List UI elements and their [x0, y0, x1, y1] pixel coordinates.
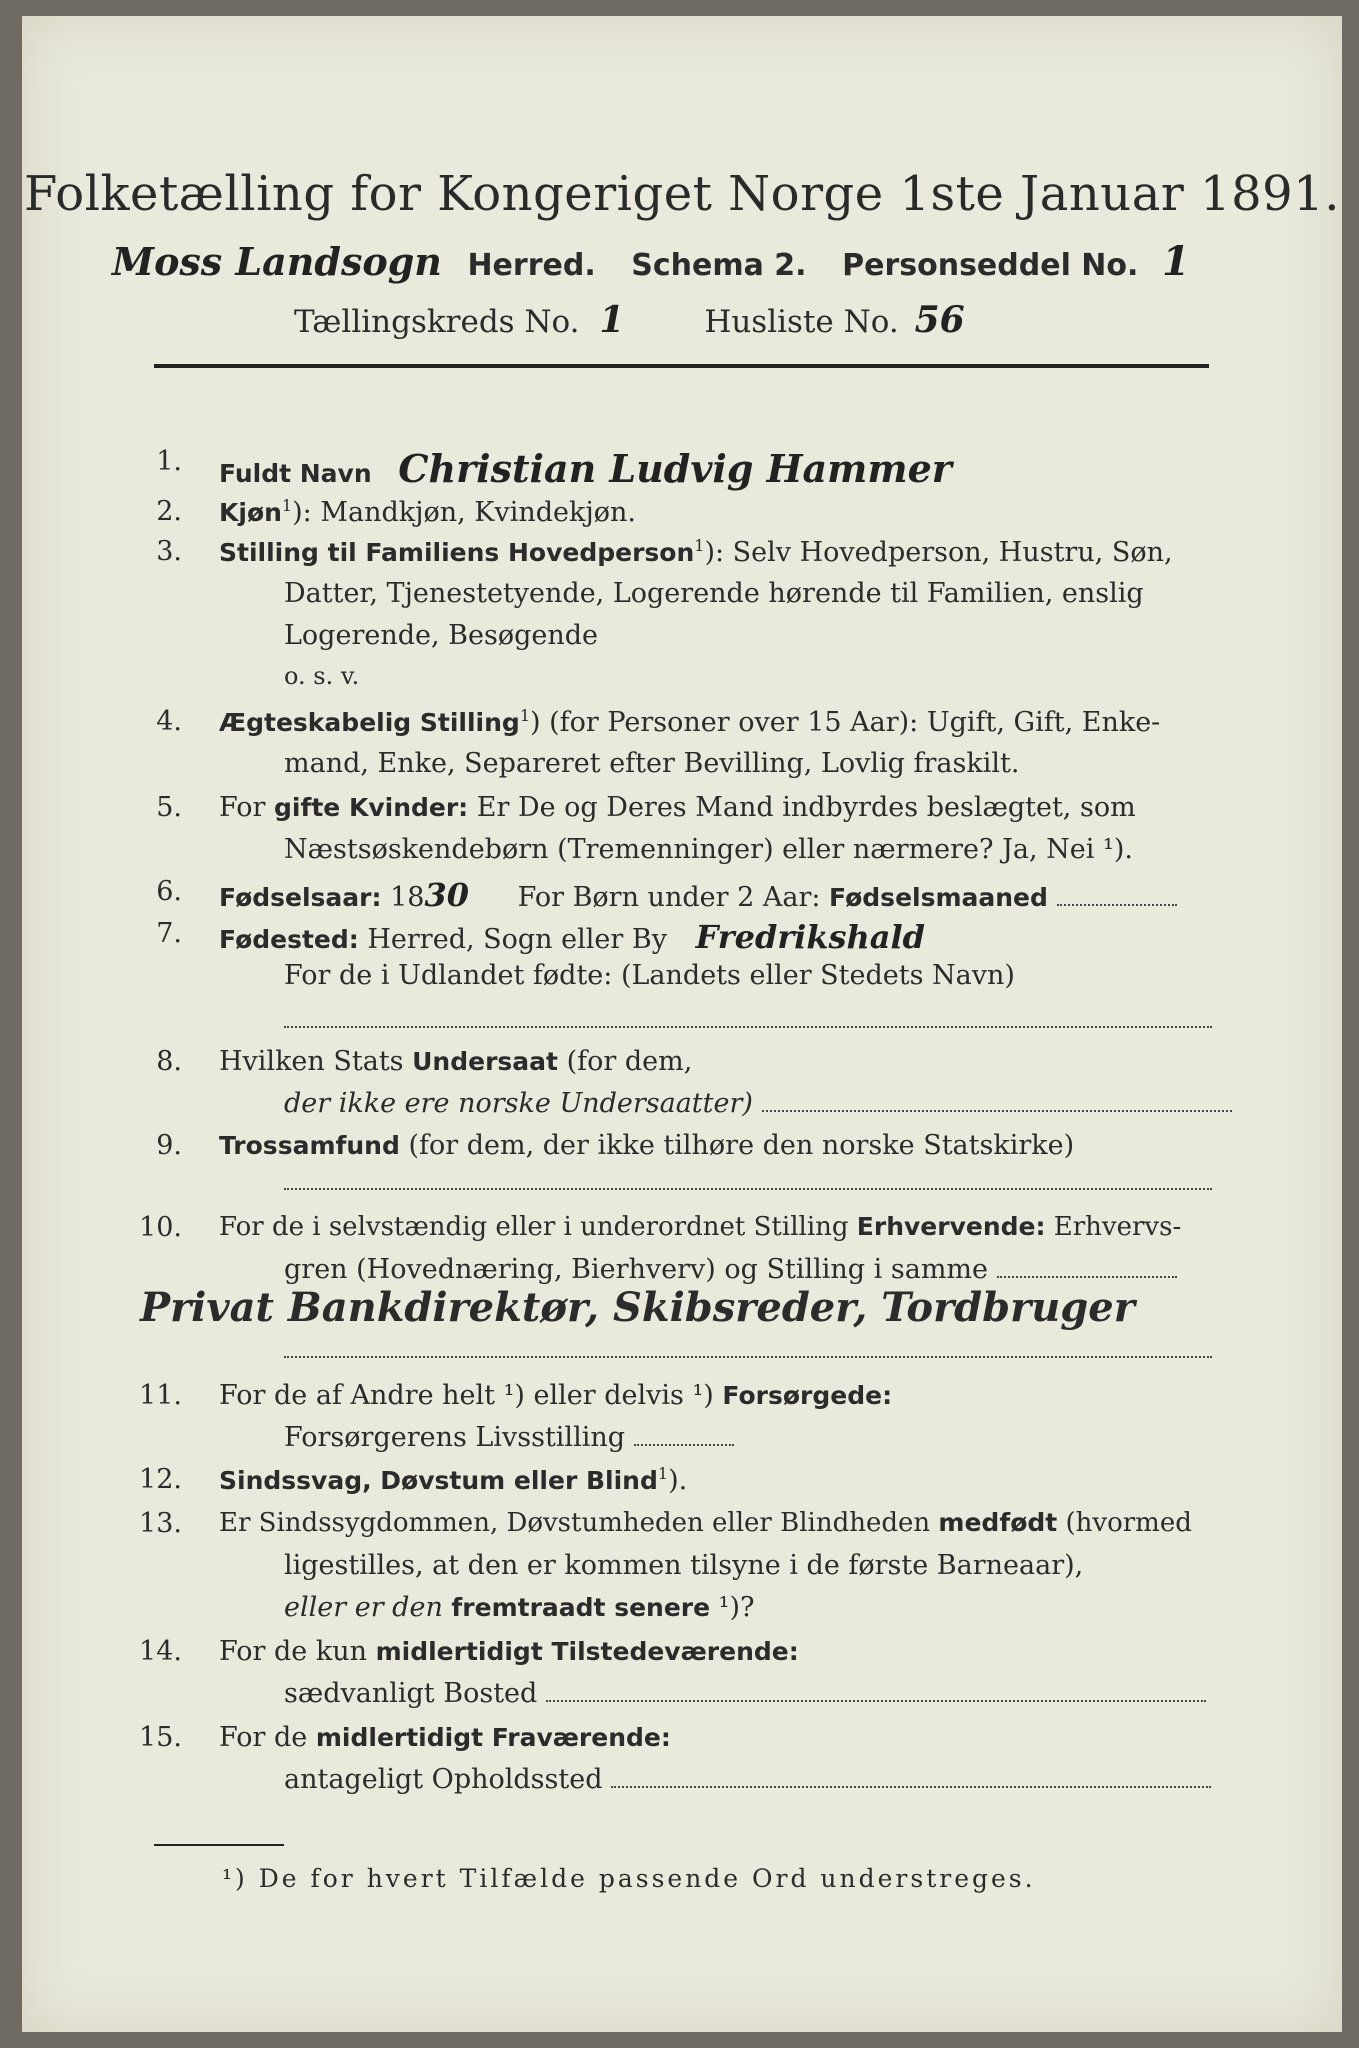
q8-blank	[762, 1110, 1232, 1112]
q2-number: 2.	[156, 496, 182, 527]
q11-text-a: For de af Andre helt ¹) eller delvis ¹)	[219, 1380, 723, 1411]
q1-answer-handwritten: Christian Ludvig Hammer	[398, 446, 952, 491]
q1-row	[219, 446, 952, 491]
q6-year-handwritten: 30	[424, 876, 469, 914]
q3-options-c: Logerende, Besøgende	[284, 620, 598, 651]
q10-text-a: For de i selvstændig eller i underordnet Stilling	[219, 1212, 857, 1242]
q6-year-prefix: 18	[390, 882, 425, 913]
q14-text-a: For de kun	[219, 1636, 376, 1667]
q7-row	[219, 918, 925, 956]
q11-row-2	[284, 1422, 734, 1453]
q8-text-c: der ikke ere norske Undersaatter)	[284, 1088, 753, 1119]
q8-row	[219, 1046, 692, 1077]
q4-row: Ægteskabelig Stilling$^1$) (for Personer over 15 Aar): Ugift, Gift, Enke-	[219, 706, 1161, 738]
q6-label: Fødselsaar:	[219, 883, 382, 912]
q5-text-c: Næstsøskendebørn (Tremenninger) eller nærmere? Ja, Nei ¹).	[284, 834, 1133, 865]
q10-row-2	[284, 1254, 1177, 1285]
personseddel-handwritten: 1	[1161, 238, 1190, 285]
herred-handwritten: Moss Landsogn	[112, 239, 442, 284]
q6-blank	[1057, 904, 1177, 906]
q8-text-b: (for dem,	[557, 1046, 693, 1077]
q9-blank	[284, 1188, 1212, 1190]
q6-number: 6.	[156, 876, 182, 907]
q4-label: Ægteskabelig Stilling	[219, 708, 520, 737]
q9-label: Trossamfund	[219, 1131, 400, 1160]
q1-number: 1.	[156, 446, 182, 477]
header-rule	[154, 364, 1209, 368]
q11-row	[219, 1380, 892, 1411]
q6-label-b: Fødselsmaaned	[829, 883, 1048, 912]
q15-number: 15.	[139, 1722, 182, 1753]
q14-label: midlertidigt Tilstedeværende:	[375, 1637, 799, 1666]
q10-label: Erhvervende:	[856, 1212, 1046, 1241]
q8-row-2	[284, 1088, 1232, 1119]
census-form	[22, 16, 1342, 2032]
q4-number: 4.	[156, 706, 182, 737]
personseddel-label: Personseddel No.	[842, 248, 1139, 283]
q7-label: Fødested:	[219, 925, 359, 954]
q12-number: 12.	[139, 1464, 182, 1495]
q14-row-2	[284, 1678, 1206, 1709]
q15-text-b: antageligt Opholdssted	[284, 1764, 603, 1795]
q11-label: Forsørgede:	[722, 1381, 893, 1410]
q14-blank	[546, 1700, 1206, 1702]
q7-number: 7.	[156, 918, 182, 949]
q8-text-a: Hvilken Stats	[219, 1046, 413, 1077]
q14-row	[219, 1636, 799, 1667]
q10-blank-2	[284, 1356, 1212, 1358]
q3-options-a: ): Selv Hovedperson, Hustru, Søn,	[704, 537, 1173, 568]
q4-options-a: ) (for Personer over 15 Aar): Ugift, Gift, Enke-	[530, 707, 1161, 738]
q13-text-e: ¹)?	[710, 1592, 755, 1623]
q15-row	[219, 1722, 671, 1753]
taellingskreds-line	[294, 299, 965, 341]
footnote: ¹) De for hvert Tilfælde passende Ord understreges.	[222, 1864, 1036, 1893]
q2-footnote-mark: 1	[281, 496, 293, 515]
q1-label: Fuldt Navn	[219, 459, 372, 488]
q13-text-c: ligestilles, at den er kommen tilsyne i de første Barneaar),	[284, 1550, 1084, 1581]
q12-row: Sindssvag, Døvstum eller Blind$^1$).	[219, 1464, 688, 1496]
q15-row-2	[284, 1764, 1211, 1795]
husliste-label: Husliste No.	[704, 304, 899, 340]
schema-label: Schema 2.	[631, 248, 807, 283]
q7-text-b: For de i Udlandet fødte: (Landets eller Stedets Navn)	[284, 960, 1015, 991]
q15-label: midlertidigt Fraværende:	[315, 1723, 671, 1752]
q15-blank	[611, 1786, 1211, 1788]
q3-row: Stilling til Familiens Hovedperson$^1$): Selv Hovedperson, Hustru, Søn,	[219, 536, 1173, 568]
q13-text-d: eller er den	[284, 1592, 452, 1623]
q10-answer-handwritten: Privat Bankdirektør, Skibsreder, Tordbruger	[140, 1284, 1135, 1331]
q3-number: 3.	[156, 536, 182, 567]
q7-blank	[284, 1026, 1212, 1028]
q3-options-d: o. s. v.	[284, 662, 360, 690]
q10-text-c: gren (Hovednæring, Bierhverv) og Stilling i samme	[284, 1254, 989, 1285]
herred-label: Herred.	[467, 248, 596, 283]
q13-text-a: Er Sindssygdommen, Døvstumheden eller Blindheden	[219, 1508, 939, 1538]
q2-options: ): Mandkjøn, Kvindekjøn.	[292, 497, 636, 528]
taellingskreds-label: Tællingskreds No.	[294, 304, 580, 340]
q5-text-a: For	[219, 792, 275, 823]
q10-row	[219, 1212, 1181, 1242]
q8-label: Undersaat	[412, 1047, 558, 1076]
q5-label: gifte Kvinder:	[274, 793, 469, 822]
husliste-handwritten: 56	[914, 299, 965, 341]
q11-blank	[634, 1444, 734, 1446]
q10-blank	[997, 1276, 1177, 1278]
q11-number: 11.	[139, 1380, 182, 1411]
q2-row	[219, 496, 636, 528]
q5-row	[219, 792, 1136, 823]
q9-text-a: (for dem, der ikke tilhøre den norske Statskirke)	[399, 1130, 1075, 1161]
q13-number: 13.	[139, 1508, 182, 1539]
q9-number: 9.	[156, 1130, 182, 1161]
q15-text-a: For de	[219, 1722, 316, 1753]
q10-text-b: Erhvervs-	[1045, 1212, 1182, 1242]
q10-number: 10.	[139, 1212, 182, 1243]
q5-number: 5.	[156, 792, 182, 823]
q13-row-3	[284, 1592, 755, 1623]
footnote-rule	[154, 1844, 284, 1846]
q5-text-b: Er De og Deres Mand indbyrdes beslægtet, som	[468, 792, 1136, 823]
q3-label: Stilling til Familiens Hovedperson	[219, 538, 695, 567]
q12-label: Sindssvag, Døvstum eller Blind	[219, 1466, 658, 1495]
q9-row	[219, 1130, 1074, 1161]
q13-text-b: (hvormed	[1057, 1508, 1192, 1538]
q13-label-b: fremtraadt senere	[451, 1593, 711, 1622]
taellingskreds-handwritten: 1	[599, 299, 625, 341]
q2-label: Kjøn	[219, 498, 282, 527]
q4-options-b: mand, Enke, Separeret efter Bevilling, Lovlig fraskilt.	[284, 748, 1020, 779]
q7-answer-handwritten: Fredrikshald	[695, 918, 926, 956]
q12-text-a: ).	[668, 1465, 688, 1496]
q13-label: medfødt	[938, 1508, 1058, 1537]
q3-options-b: Datter, Tjenestetyende, Logerende hørende til Familien, enslig	[284, 578, 1144, 609]
q6-row	[219, 876, 1177, 914]
q8-number: 8.	[156, 1046, 182, 1077]
form-title: Folketælling for Kongeriget Norge 1ste Januar 1891.	[24, 166, 1340, 222]
q14-text-b: sædvanligt Bosted	[284, 1678, 538, 1709]
q11-text-b: Forsørgerens Livsstilling	[284, 1422, 626, 1453]
herred-line	[112, 238, 1190, 285]
q6-text-a: For Børn under 2 Aar:	[517, 882, 821, 913]
q7-text-a: Herred, Sogn eller By	[367, 924, 667, 955]
q13-row	[219, 1508, 1192, 1538]
q14-number: 14.	[139, 1636, 182, 1667]
